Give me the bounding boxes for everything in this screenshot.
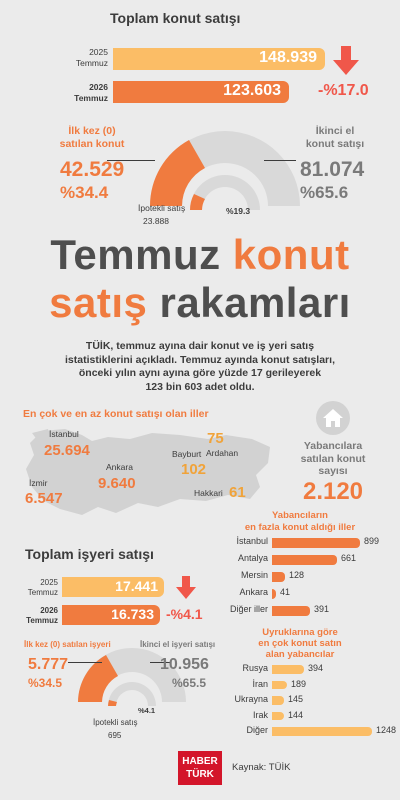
izmir-label: İzmir [29, 478, 48, 488]
year-label: 2025 [40, 578, 58, 587]
second-hand-label-line1: İkinci el [315, 125, 355, 137]
intro-line: önceki yılın aynı ayına göre yüzde 17 gerileyerek [78, 367, 322, 379]
headline-word-housing: konut [232, 231, 350, 278]
first-sale-label-line2: satılan konut [59, 138, 125, 150]
foreigner-city-value: 128 [289, 570, 305, 580]
foreigner-city-label: Diğer iller [229, 604, 268, 614]
workplace-mortgage-value: 695 [108, 731, 122, 740]
foreigner-nation-value: 189 [291, 678, 307, 689]
bayburt-label: Bayburt [172, 449, 202, 459]
foreigner-nation-bar [272, 665, 304, 674]
month-label: Temmuz [75, 58, 108, 68]
intro-line: 123 bin 603 adet oldu. [145, 380, 255, 393]
workplace-sales-title: Toplam işyeri satışı [25, 546, 154, 562]
workplace-change-pct: -%4.1 [166, 606, 203, 622]
intro-paragraph [0, 340, 400, 394]
mortgage-value: 23.888 [143, 216, 169, 226]
foreigner-nation-value: 145 [288, 694, 304, 704]
headline-word-sale: satış [49, 279, 148, 326]
foreigner-nations-chart [210, 662, 395, 742]
foreigner-nation-value: 144 [288, 709, 304, 720]
house-icon-badge [316, 401, 350, 435]
foreigner-city-row [210, 586, 395, 603]
workplace-first-value: 5.777 [28, 656, 69, 673]
ardahan-value: 75 [207, 430, 224, 447]
mortgage-label: İpotekli satış [138, 203, 186, 213]
ankara-label: Ankara [106, 462, 133, 472]
foreigner-city-value: 661 [341, 553, 357, 563]
first-sale-pct: %34.4 [60, 183, 109, 202]
foreigner-city-row [210, 603, 395, 620]
foreigner-city-bar [272, 589, 276, 599]
sales-change-pct: -%17.0 [318, 82, 369, 99]
workplace-2025-value: 17.441 [115, 578, 158, 594]
foreigner-nation-bar [272, 696, 284, 705]
month-label: Temmuz [74, 93, 108, 103]
foreigner-nation-row [210, 662, 395, 678]
provinces-title: En çok ve en az konut satışı olan iller [23, 408, 209, 420]
headline-line-2 [0, 280, 400, 326]
foreigner-nations-title-line: Uyruklarına göre [262, 627, 338, 638]
year-2026-label [48, 82, 108, 104]
workplace-first-pct: %34.5 [28, 676, 63, 690]
workplace-second-pct: %65.5 [172, 676, 207, 690]
workplace-second-label: İkinci el işyeri satışı [140, 640, 216, 649]
wp-year-2026-label [0, 606, 58, 626]
year-label: 2026 [40, 606, 58, 615]
hakkari-value: 61 [229, 484, 246, 501]
foreigner-nation-row [210, 724, 395, 740]
sales-2025-value: 148.939 [259, 49, 317, 66]
down-arrow-icon [332, 46, 360, 76]
foreigner-sales-label [283, 440, 383, 478]
foreigner-label-line: sayısı [318, 465, 348, 477]
ankara-value: 9.640 [98, 475, 136, 492]
foreigner-city-label: Antalya [237, 553, 268, 563]
istanbul-label: İstanbul [49, 429, 79, 439]
foreigner-city-bar [272, 606, 310, 616]
foreigner-nations-title-line: alan yabancılar [265, 649, 335, 660]
source-text: Kaynak: TÜİK [232, 762, 291, 773]
workplace-first-label: İlk kez (0) satılan işyeri [24, 640, 111, 649]
haberturk-logo [178, 751, 222, 785]
foreigner-cities-title-line: en fazla konut aldığı iller [244, 522, 356, 533]
foreigner-city-value: 899 [364, 536, 380, 546]
first-sale-label-line1: İlk kez (0) [68, 125, 116, 137]
foreigner-cities-title [210, 510, 390, 534]
foreigner-nation-bar [272, 681, 287, 690]
bayburt-value: 102 [181, 461, 207, 478]
headline-word-figures: rakamları [159, 279, 351, 326]
izmir-value: 6.547 [25, 490, 63, 507]
foreigner-nations-title-line: en çok konut satın [258, 638, 342, 649]
foreigner-nation-bar [272, 727, 372, 736]
month-label: Temmuz [27, 588, 58, 597]
foreigner-city-label: İstanbul [236, 536, 268, 546]
foreigner-nation-row [210, 678, 395, 694]
foreigner-city-label: Ankara [239, 587, 268, 597]
workplace-down-arrow-icon [175, 576, 197, 600]
foreigner-nation-row [210, 709, 395, 725]
second-hand-label-line2: konut satışı [305, 138, 365, 150]
intro-line: TÜİK, temmuz ayına dair konut ve iş yeri satış [85, 340, 315, 352]
ardahan-label: Ardahan [206, 448, 239, 458]
hakkari-label: Hakkari [194, 488, 223, 498]
foreigner-city-bar [272, 572, 285, 582]
foreigner-nation-label: Ukrayna [234, 694, 268, 704]
istanbul-value: 25.694 [44, 442, 90, 459]
wp-year-2025-label [0, 578, 58, 598]
foreigner-nation-label: Diğer [246, 725, 268, 735]
year-label: 2026 [89, 82, 108, 92]
foreigner-city-row [210, 569, 395, 586]
foreigner-city-bar [272, 538, 360, 548]
year-2025-label [48, 47, 108, 69]
headline-word-month: Temmuz [50, 231, 221, 278]
foreigner-label-line: Yabancılara [303, 440, 363, 452]
foreigner-city-value: 391 [314, 604, 330, 614]
foreigner-cities-chart [210, 535, 395, 625]
foreigner-city-bar [272, 555, 337, 565]
foreigner-city-row [210, 535, 395, 552]
foreigner-nation-label: Rusya [242, 663, 268, 673]
logo-line: TÜRK [186, 769, 214, 780]
first-sale-label [42, 125, 142, 151]
foreigner-cities-title-line: Yabancıların [272, 510, 328, 521]
headline-line-1 [0, 232, 400, 278]
foreigner-nation-row [210, 693, 395, 709]
workplace-2026-value: 16.733 [111, 606, 154, 622]
foreigner-city-label: Mersin [240, 570, 268, 580]
foreigner-nation-value: 1248 [376, 725, 397, 735]
second-hand-pct: %65.6 [300, 183, 349, 202]
foreigner-sales-value: 2.120 [302, 478, 364, 505]
logo-line: HABER [182, 756, 218, 767]
foreigner-city-value: 41 [280, 587, 291, 597]
mortgage-pct: %19.3 [226, 206, 251, 216]
second-hand-pointer [264, 160, 296, 161]
month-label: Temmuz [26, 616, 58, 625]
foreigner-nation-label: İran [252, 678, 268, 689]
foreigner-nation-bar [272, 712, 284, 721]
foreigner-nations-title [210, 627, 390, 660]
workplace-second-value: 10.956 [160, 656, 209, 673]
second-hand-label [285, 125, 385, 151]
second-hand-value: 81.074 [300, 158, 365, 181]
foreigner-nation-label: Irak [252, 709, 268, 720]
first-sale-value: 42.529 [60, 158, 125, 181]
foreigner-nation-value: 394 [308, 663, 324, 673]
foreigner-city-row [210, 552, 395, 569]
year-label: 2025 [89, 47, 108, 57]
housing-sales-title: Toplam konut satışı [110, 10, 241, 26]
workplace-first-pointer [68, 662, 102, 663]
intro-line: istatistiklerini açıkladı. Temmuz ayında konut satışları, [65, 353, 335, 366]
sales-2026-value: 123.603 [223, 82, 281, 99]
house-icon [316, 401, 350, 435]
foreigner-label-line: satılan konut [300, 452, 366, 465]
workplace-mortgage-pct: %4.1 [138, 706, 156, 715]
workplace-mortgage-label: İpotekli satış [93, 718, 138, 727]
